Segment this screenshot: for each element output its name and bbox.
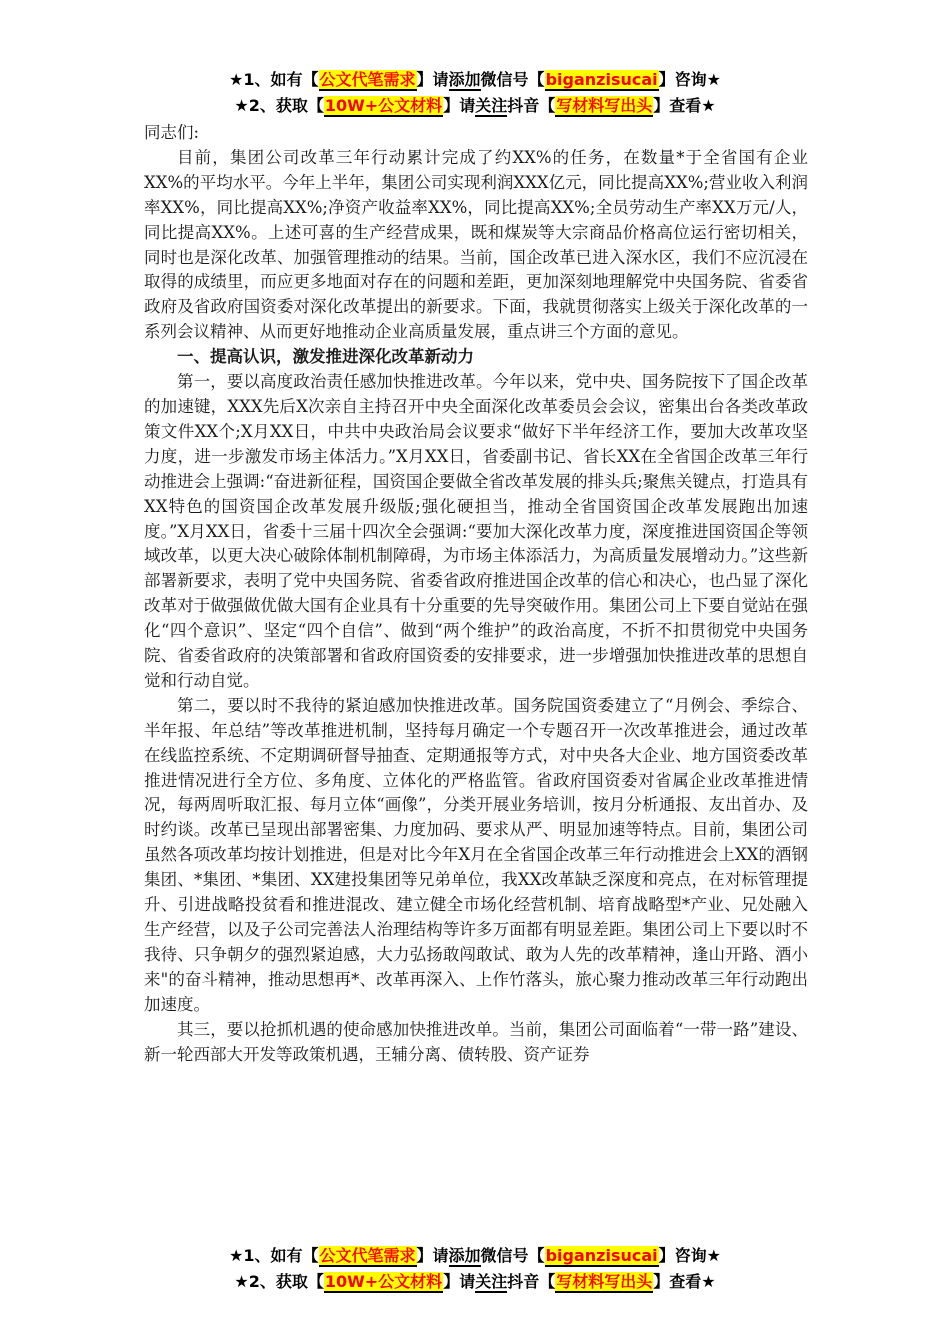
promo-text: ★2、获取【 bbox=[234, 1272, 324, 1291]
promo-text: ★1、如有【 bbox=[229, 70, 319, 89]
promo-highlight: biganzisucai bbox=[545, 70, 658, 89]
promo-highlight: biganzisucai bbox=[545, 1246, 658, 1265]
intro-paragraph: 目前，集团公司改革三年行动累计完成了约XX%的任务，在数量*于全省国有企业XX%的平均水平。今年上半年，集团公司实现利润XXX亿元，同比提高XX%;营业收入利润率XX%，同比提高XX%;净资产收益率XX%，同比提高XX%;全员劳动生产率XX万元/人，同比提高XX%。上述可喜的生产经营成果，既和煤炭等大宗商品价格高位运行密切相关，同时也是深化改革、加强管理推动的结果。当前，国企改革已进入深水区，我们不应沉浸在取得的成绩里，而应更多地面对存在的问题和差距，更加深刻地理解党中央国务院、省委省政府及省政府国资委对深化改革提出的新要求。下面，我就贯彻落实上级关于深化改革的一系列会议精神、从而更好地推动企业高质量发展，重点讲三个方面的意见。 bbox=[144, 147, 808, 342]
promo-text: 】请 bbox=[443, 1272, 476, 1291]
promo-highlight: 写材料写出头 bbox=[556, 96, 653, 115]
document-body bbox=[144, 121, 808, 1067]
promo-underline: 关注 bbox=[475, 1272, 508, 1291]
salutation: 同志们: bbox=[144, 123, 200, 142]
promo-highlight: 公文代笔需求 bbox=[319, 70, 416, 89]
promo-text: 】请 bbox=[416, 1246, 449, 1265]
promo-text: 】查看★ bbox=[653, 1272, 716, 1291]
promo-highlight: 10W+公文材料 bbox=[324, 1272, 443, 1291]
promo-highlight: 写材料写出头 bbox=[556, 1272, 653, 1291]
paragraph-third: 其三，要以抢抓机遇的使命感加快推进改单。当前，集团公司面临着“一带一路”建设、新一轮西部大开发等政策机遇，王辅分离、债转股、资产证券 bbox=[144, 1019, 808, 1064]
promo-text: 】查看★ bbox=[653, 96, 716, 115]
promo-text: 抖音【 bbox=[507, 96, 556, 115]
promo-banner-top bbox=[0, 67, 950, 119]
promo-underline: 添加 bbox=[448, 1246, 481, 1265]
promo-underline: 添加 bbox=[448, 70, 481, 89]
promo-line-1 bbox=[0, 67, 950, 93]
promo-text: 】请 bbox=[443, 96, 476, 115]
promo-highlight: 10W+公文材料 bbox=[324, 96, 443, 115]
promo-text: ★2、获取【 bbox=[234, 96, 324, 115]
promo-text: 微信号【 bbox=[480, 70, 545, 89]
promo-text: 】咨询★ bbox=[658, 70, 721, 89]
promo-text: 微信号【 bbox=[480, 1246, 545, 1265]
promo-line-2 bbox=[0, 93, 950, 119]
promo-line-2 bbox=[0, 1269, 950, 1295]
promo-banner-bottom bbox=[0, 1243, 950, 1295]
promo-text: ★1、如有【 bbox=[229, 1246, 319, 1265]
promo-text: 抖音【 bbox=[507, 1272, 556, 1291]
section-heading: 一、提高认识，激发推进深化改革新动力 bbox=[177, 347, 474, 367]
promo-text: 】请 bbox=[416, 70, 449, 89]
paragraph-first: 第一，要以高度政治责任感加快推进改革。今年以来，党中央、国务院按下了国企改革的加速键，XXX先后X次亲自主持召开中央全面深化改革委员会会议，密集出台各类改革政策文件XX个;X月XX日，中共中央政治局会议要求“做好下半年经济工作，要加大改革攻坚力度，进一步激发市场主体活力。”X月XX日，省委副书记、省长XX在全省国企改革三年行动推进会上强调:“奋进新征程，国资国企要做全省改革发展的排头兵;聚焦关键点，打造具有XX特色的国资国企改革发展升级版;强化硬担当，推动全省国资国企改革发展跑出加速度。”X月XX日，省委十三届十四次全会强调:“要加大深化改革力度，深度推进国资国企等领域改革，以更大决心破除体制机制障碍，为市场主体添活力，为高质量发展增动力。”这些新部署新要求，表明了党中央国务院、省委省政府推进国企改革的信心和决心，也凸显了深化改革对于做强做优做大国有企业具有十分重要的先导突破作用。集团公司上下要自觉站在强化“四个意识”、坚定“四个自信”、做到“两个维护”的政治高度，不折不扣贯彻党中央国务院、省委省政府的决策部署和省政府国资委的安排要求，进一步增强加快推进改革的思想自觉和行动自觉。 bbox=[144, 372, 808, 690]
paragraph-second: 第二，要以时不我待的紧迫感加快推进改革。国务院国资委建立了“月例会、季综合、半年报、年总结”等改革推进机制，坚持每月确定一个专题召开一次改革推进会，通过改革在线监控系统、不定期调研督导抽查、定期通报等方式，对中央各大企业、地方国资委改革推进情况进行全方位、多角度、立体化的严格监管。省政府国资委对省属企业改革推进情况，每两周听取汇报、每月立体“画像”，分类开展业务培训，按月分析通报、友出首办、及时约谈。改革已呈现出部署密集、力度加码、要求从严、明显加速等特点。目前，集团公司虽然各项改革均按计划推进，但是对比今年X月在全省国企改革三年行动推进会上XX的酒钢集团、*集团、*集团、XX建投集团等兄弟单位，我XX改革缺乏深度和亮点，在对标管理提升、引进战略投贫看和推进混改、建立健全市场化经营机制、培育战略型*产业、兄处融入生产经营，以及子公司完善法人治理结构等许多万面都有明显差距。集团公司上下要以时不我待、只争朝夕的强烈紧迫感，大力弘扬敢闯敢试、敢为人先的改革精神，逢山开路、酒小来"的奋斗精神，推动思想再*、改革再深入、上作竹落头，旅心聚力推动改革三年行动跑出加速度。 bbox=[144, 695, 808, 1014]
promo-text: 】咨询★ bbox=[658, 1246, 721, 1265]
promo-underline: 关注 bbox=[475, 96, 508, 115]
promo-line-1 bbox=[0, 1243, 950, 1269]
promo-highlight: 公文代笔需求 bbox=[319, 1246, 416, 1265]
